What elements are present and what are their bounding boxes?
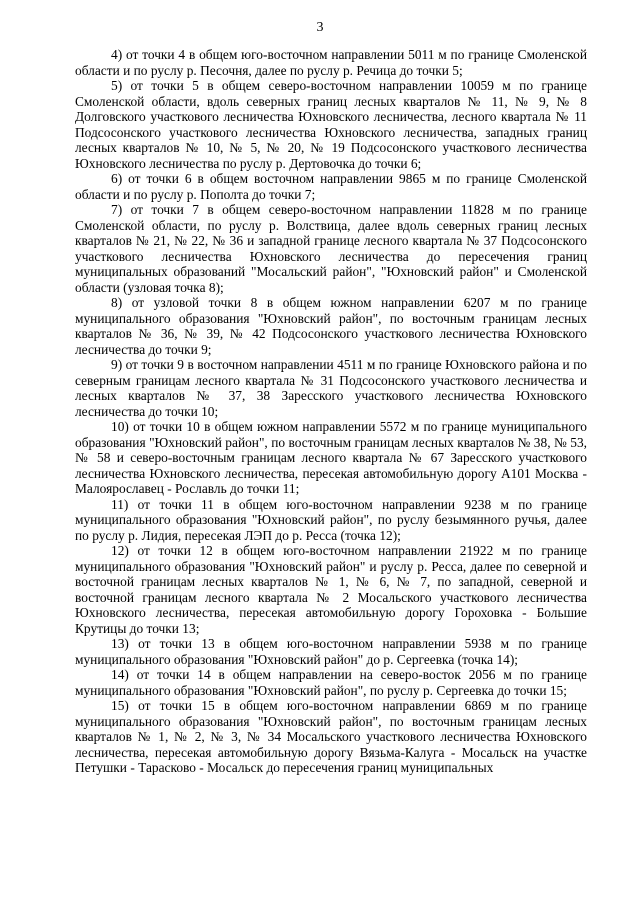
boundary-paragraph-11: 11) от точки 11 в общем юго-восточном направлении 9238 м по границе муниципального образования "Юхновский район", по руслу безымянного ручья, далее по руслу р. Лидия, пересекая ЛЭП до р. Ресса (точка 12); [75,496,587,543]
boundary-paragraph-12: 12) от точки 12 в общем юго-восточном направлении 21922 м по границе муниципального образования "Юхновский район" и руслу р. Ресса, далее по северной и восточной границам лесных кварталов № 1, № 6, № 7, по западной, северной и восточной границам лесного квартала № 2 Мосальского участкового лесничества Юхновского лесничества, пересекая автомобильную дорогу Гороховка - Большие Крутицы до точки 13; [75,543,587,636]
document-body [75,47,587,776]
page-number: 3 [316,20,324,35]
boundary-paragraph-15: 15) от точки 15 в общем юго-восточном направлении 6869 м по границе муниципального образования "Юхновский район", по восточным границам лесных кварталов № 1, № 2, № 3, № 34 Мосальского участкового лесничества Юхновского лесничества, пересекая автомобильную дорогу Вязьма-Калуга - Мосальск на участке Петушки - Тарасково - Мосальск до пересечения границ муниципальных [75,698,587,775]
boundary-paragraph-13: 13) от точки 13 в общем юго-восточном направлении 5938 м по границе муниципального образования "Юхновский район" до р. Сергеевка (точка 14); [75,636,587,667]
boundary-paragraph-7: 7) от точки 7 в общем северо-восточном направлении 11828 м по границе Смоленской области, по руслу р. Волствица, далее вдоль северных границ лесных кварталов № 21, № 22, № 36 и западной границе лесного квартала № 37 Подсосонского участкового лесничества Юхновского лесничества до пересечения границ муниципальных образований "Мосальский район", "Юхновский район" и Смоленской области (узловая точка 8); [75,202,587,295]
boundary-paragraph-8: 8) от узловой точки 8 в общем южном направлении 6207 м по границе муниципального образования "Юхновский район", по восточным границам лесных кварталов № 36, № 39, № 42 Подсосонского участкового лесничества Юхновского лесничества до точки 9; [75,295,587,357]
boundary-paragraph-14: 14) от точки 14 в общем направлении на северо-восток 2056 м по границе муниципального образования "Юхновский район", по руслу р. Сергеевка до точки 15; [75,667,587,698]
boundary-paragraph-6: 6) от точки 6 в общем восточном направлении 9865 м по границе Смоленской области и по руслу р. Пополта до точки 7; [75,171,587,202]
boundary-paragraph-9: 9) от точки 9 в восточном направлении 4511 м по границе Юхновского района и по северным границам лесного квартала № 31 Подсосонского участкового лесничества и лесных кварталов № 37, 38 Заресского участкового лесничества Юхновского лесничества до точки 10; [75,357,587,419]
boundary-paragraph-4: 4) от точки 4 в общем юго-восточном направлении 5011 м по границе Смоленской области и по руслу р. Песочня, далее по руслу р. Речица до точки 5; [75,47,587,78]
boundary-paragraph-10: 10) от точки 10 в общем южном направлении 5572 м по границе муниципального образования "Юхновский район", по восточным границам лесных кварталов № 38, № 53, № 58 и северо-восточным границам лесного квартала № 67 Заресского участкового лесничества Юхновского лесничества, пересекая автомобильную дорогу А101 Москва - Малоярославец - Рославль до точки 11; [75,419,587,496]
boundary-paragraph-5: 5) от точки 5 в общем северо-восточном направлении 10059 м по границе Смоленской области, вдоль северных границ лесных кварталов № 11, № 9, № 8 Долговского участкового лесничества Юхновского лесничества, лесного квартала № 11 Подсосонского участкового лесничества Юхновского лесничества, западных границ лесных кварталов № 10, № 5, № 20, № 19 Подсосонского участкового лесничества Юхновского лесничества по руслу р. Дертовочка до точки 6; [75,78,587,171]
